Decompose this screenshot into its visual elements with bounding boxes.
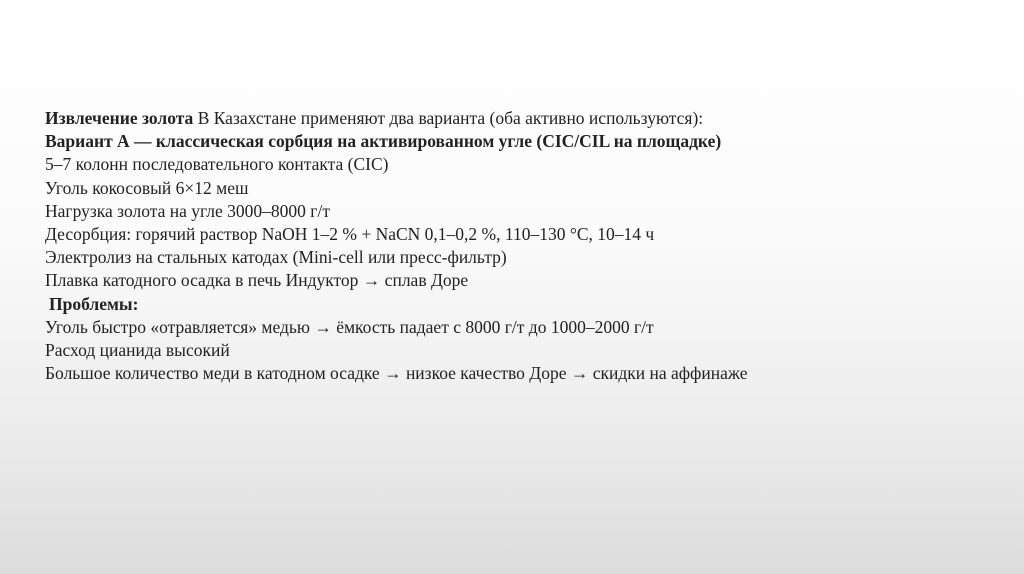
topic-title: Извлечение золота bbox=[45, 108, 194, 128]
problems-heading: Проблемы: bbox=[49, 293, 139, 314]
problem-item: Большое количество меди в катодном осадке → низкое качество Доре → скидки на аффинаже bbox=[45, 363, 748, 384]
slide-text-body bbox=[45, 107, 1005, 385]
variant-a-item: Десорбция: горячий раствор NaOH 1–2 % + NaCN 0,1–0,2 %, 110–130 °C, 10–14 ч bbox=[45, 223, 655, 244]
problem-item: Расход цианида высокий bbox=[45, 339, 230, 360]
variant-a-item: Уголь кокосовый 6×12 меш bbox=[45, 177, 249, 198]
variant-a-item: Электролиз на стальных катодах (Mini-cell или пресс-фильтр) bbox=[45, 247, 507, 268]
intro-text: В Казахстане применяют два варианта (оба активно используются): bbox=[193, 108, 704, 128]
intro-line bbox=[45, 107, 1005, 130]
variant-a-heading: Вариант А — классическая сорбция на активированном угле (CIC/CIL на площадке) bbox=[45, 131, 722, 152]
variant-a-item: Плавка катодного осадка в печь Индуктор → сплав Доре bbox=[45, 270, 469, 291]
variant-a-item: 5–7 колонн последовательного контакта (CIC) bbox=[45, 154, 389, 175]
variant-a-item: Нагрузка золота на угле 3000–8000 г/т bbox=[45, 200, 330, 221]
problem-item: Уголь быстро «отравляется» медью → ёмкость падает с 8000 г/т до 1000–2000 г/т bbox=[45, 316, 654, 337]
